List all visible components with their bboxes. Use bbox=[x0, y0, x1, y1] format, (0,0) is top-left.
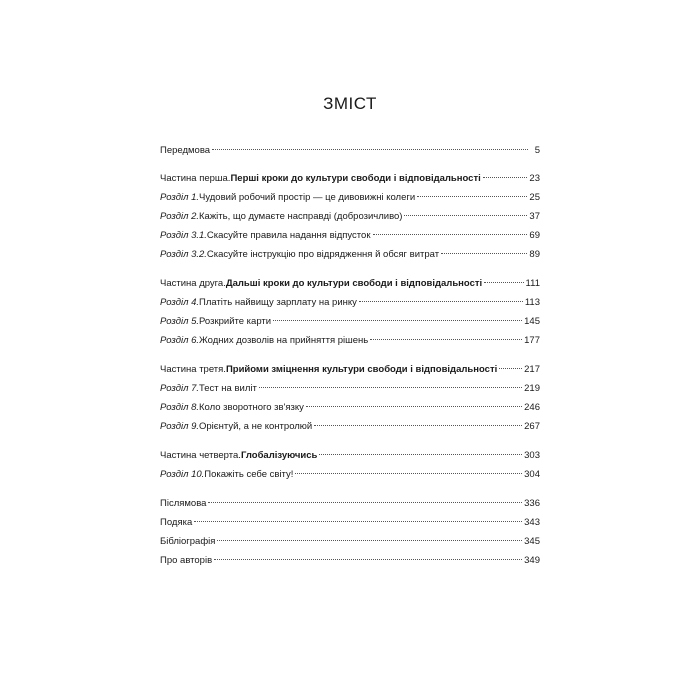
toc-entry-chapter-6[interactable] bbox=[160, 331, 540, 350]
toc-chapter-title: Орієнтуй, а не контролюй bbox=[199, 421, 313, 432]
toc-entry-about-authors[interactable] bbox=[160, 551, 540, 570]
page-title: ЗМІСТ bbox=[323, 94, 377, 113]
toc-page-number: 343 bbox=[524, 517, 540, 528]
toc-page-number: 246 bbox=[524, 402, 540, 413]
toc-page-number: 145 bbox=[524, 316, 540, 327]
toc-part-title: Глобалізуючись bbox=[240, 450, 318, 461]
toc-chapter-label: Розділ 6. bbox=[160, 335, 199, 346]
toc-entry-chapter-1[interactable] bbox=[160, 188, 540, 207]
toc-page-number: 5 bbox=[534, 145, 540, 156]
dot-leader bbox=[370, 339, 522, 340]
dot-leader bbox=[214, 559, 522, 560]
toc-chapter-title: Розкрийте карти bbox=[199, 316, 272, 327]
dot-leader bbox=[306, 406, 522, 407]
toc-chapter-title: Чудовий робочий простір — це дивовижні колеги bbox=[199, 192, 416, 203]
toc-chapter-title: Жодних дозволів на прийняття рішень bbox=[199, 335, 369, 346]
table-of-contents bbox=[160, 141, 540, 570]
toc-entry-title: Передмова bbox=[160, 145, 211, 156]
toc-page-number: 303 bbox=[524, 450, 540, 461]
dot-leader bbox=[417, 196, 527, 197]
toc-part-label: Частина третя. bbox=[160, 364, 226, 375]
toc-chapter-label: Розділ 1. bbox=[160, 192, 199, 203]
toc-chapter-label: Розділ 9. bbox=[160, 421, 199, 432]
toc-page-number: 336 bbox=[524, 498, 540, 509]
toc-entry-part-2[interactable] bbox=[160, 274, 540, 293]
dot-leader bbox=[194, 521, 522, 522]
toc-part-title: Перші кроки до культури свободи і відповідальності bbox=[230, 173, 481, 184]
toc-chapter-label: Розділ 2. bbox=[160, 211, 199, 222]
toc-chapter-label: Розділ 10. bbox=[160, 469, 205, 480]
dot-leader bbox=[499, 368, 522, 369]
toc-entry-afterword[interactable] bbox=[160, 494, 540, 513]
toc-entry-foreword[interactable] bbox=[160, 141, 540, 160]
toc-entry-chapter-2[interactable] bbox=[160, 207, 540, 226]
toc-chapter-label: Розділ 3.2. bbox=[160, 249, 207, 260]
toc-part-label: Частина перша. bbox=[160, 173, 231, 184]
toc-chapter-title: Коло зворотного зв'язку bbox=[199, 402, 304, 413]
toc-page-number: 304 bbox=[524, 469, 540, 480]
toc-page-number: 25 bbox=[529, 192, 540, 203]
toc-chapter-title: Покажіть себе світу! bbox=[204, 469, 294, 480]
toc-chapter-title: Скасуйте інструкцію про відрядження й обсяг витрат bbox=[206, 249, 440, 260]
toc-entry-chapter-5[interactable] bbox=[160, 312, 540, 331]
toc-page-number: 37 bbox=[529, 211, 540, 222]
dot-leader bbox=[259, 387, 522, 388]
dot-leader bbox=[484, 282, 523, 283]
toc-part-title: Дальші кроки до культури свободи і відповідальності bbox=[225, 278, 483, 289]
dot-leader bbox=[319, 454, 522, 455]
toc-chapter-label: Розділ 4. bbox=[160, 297, 199, 308]
dot-leader bbox=[483, 177, 528, 178]
toc-entry-chapter-3-2[interactable] bbox=[160, 245, 540, 264]
toc-entry-chapter-8[interactable] bbox=[160, 398, 540, 417]
dot-leader bbox=[217, 540, 522, 541]
toc-chapter-title: Тест на виліт bbox=[199, 383, 257, 394]
dot-leader bbox=[208, 502, 522, 503]
dot-leader bbox=[441, 253, 527, 254]
dot-leader bbox=[373, 234, 528, 235]
toc-entry-title: Про авторів bbox=[160, 555, 213, 566]
toc-page-number: 349 bbox=[524, 555, 540, 566]
toc-entry-bibliography[interactable] bbox=[160, 532, 540, 551]
toc-page-number: 345 bbox=[524, 536, 540, 547]
toc-page-number: 23 bbox=[529, 173, 540, 184]
toc-entry-chapter-7[interactable] bbox=[160, 379, 540, 398]
toc-part-label: Частина четверта. bbox=[160, 450, 241, 461]
toc-page-number: 69 bbox=[529, 230, 540, 241]
toc-part-label: Частина друга. bbox=[160, 278, 226, 289]
toc-chapter-title: Скасуйте правила надання відпусток bbox=[206, 230, 371, 241]
dot-leader bbox=[404, 215, 527, 216]
toc-entry-acknowledgements[interactable] bbox=[160, 513, 540, 532]
toc-page-number: 177 bbox=[524, 335, 540, 346]
toc-chapter-label: Розділ 7. bbox=[160, 383, 199, 394]
dot-leader bbox=[314, 425, 522, 426]
toc-page-number: 89 bbox=[529, 249, 540, 260]
toc-part-title: Прийоми зміцнення культури свободи і відповідальності bbox=[225, 364, 498, 375]
toc-entry-title: Післямова bbox=[160, 498, 207, 509]
toc-chapter-label: Розділ 3.1. bbox=[160, 230, 207, 241]
toc-page-number: 111 bbox=[525, 278, 540, 289]
toc-entry-part-3[interactable] bbox=[160, 360, 540, 379]
toc-page-number: 267 bbox=[524, 421, 540, 432]
toc-entry-chapter-4[interactable] bbox=[160, 293, 540, 312]
toc-page-number: 217 bbox=[524, 364, 540, 375]
dot-leader bbox=[295, 473, 522, 474]
dot-leader bbox=[212, 149, 528, 150]
toc-chapter-label: Розділ 8. bbox=[160, 402, 199, 413]
toc-entry-part-1[interactable] bbox=[160, 169, 540, 188]
toc-chapter-title: Кажіть, що думаєте насправді (доброзичливо) bbox=[199, 211, 403, 222]
toc-entry-chapter-10[interactable] bbox=[160, 465, 540, 484]
toc-page-number: 113 bbox=[524, 297, 540, 308]
toc-entry-title: Подяка bbox=[160, 517, 193, 528]
toc-entry-part-4[interactable] bbox=[160, 446, 540, 465]
toc-chapter-title: Платіть найвищу зарплату на ринку bbox=[199, 297, 357, 308]
toc-entry-chapter-9[interactable] bbox=[160, 417, 540, 436]
dot-leader bbox=[273, 320, 522, 321]
dot-leader bbox=[359, 301, 523, 302]
toc-chapter-label: Розділ 5. bbox=[160, 316, 199, 327]
toc-entry-title: Бібліографія bbox=[160, 536, 216, 547]
toc-entry-chapter-3-1[interactable] bbox=[160, 226, 540, 245]
toc-page-number: 219 bbox=[524, 383, 540, 394]
